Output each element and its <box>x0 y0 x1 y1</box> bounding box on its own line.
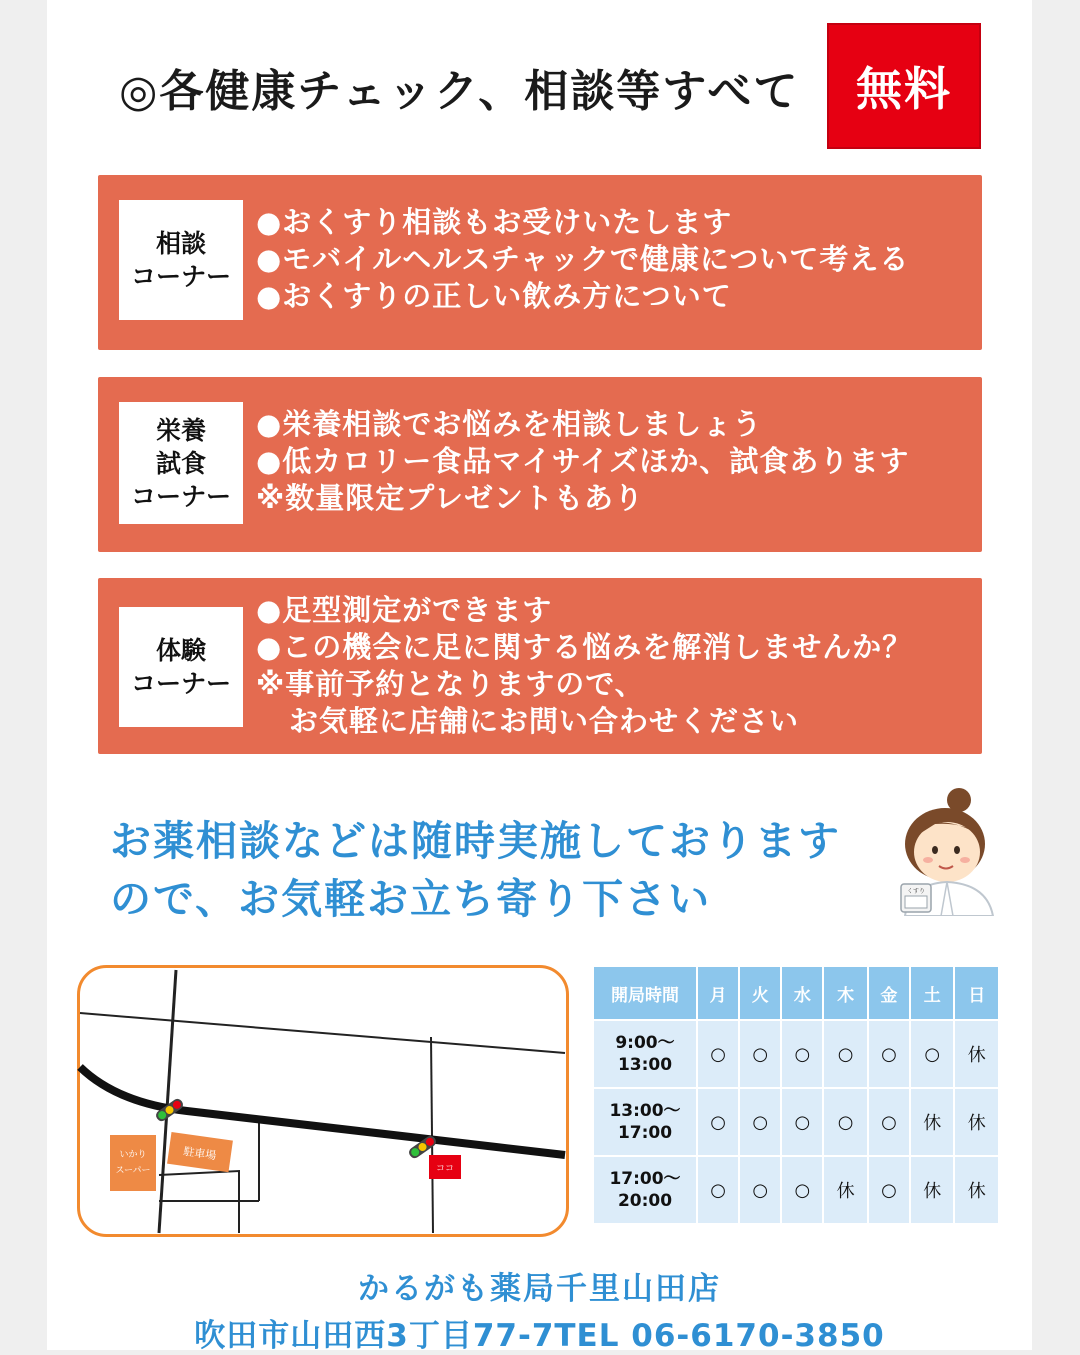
hours-mark: ○ <box>869 1021 909 1087</box>
hours-header-label: 開局時間 <box>594 967 696 1019</box>
store-name: かるがも薬局千里山田店 <box>358 1271 721 1307</box>
nutrition-lines <box>256 406 974 517</box>
hours-mark: ○ <box>698 1021 738 1087</box>
supermarket-label-2: スーパー <box>115 1166 151 1176</box>
experience-line: ●この機会に足に関する悩みを解消しませんか？ <box>256 630 913 664</box>
hours-mark: ○ <box>869 1157 909 1223</box>
hours-mark: 休 <box>911 1089 953 1155</box>
nutrition-label <box>119 402 243 524</box>
experience-panel <box>98 578 982 754</box>
store-location-label: ココ <box>435 1164 455 1174</box>
hours-mark: ○ <box>869 1089 909 1155</box>
nutrition-label-line-1: 栄養 <box>155 415 206 445</box>
hours-mark: 休 <box>824 1157 866 1223</box>
hours-mark: ○ <box>911 1021 953 1087</box>
flyer-page <box>47 0 1032 1354</box>
hours-mark: ○ <box>782 1021 822 1087</box>
hours-mark: 休 <box>955 1021 998 1087</box>
experience-line: ※事前予約となりますので、 <box>256 667 645 701</box>
experience-line: ●足型測定ができます <box>256 593 553 627</box>
free-badge: 無料 <box>827 23 981 149</box>
hours-header-wed: 水 <box>782 967 822 1019</box>
consultation-line: ●おくすりの正しい飲み方について <box>256 279 732 313</box>
hours-header-sun: 日 <box>955 967 998 1019</box>
hours-mark: ○ <box>740 1021 780 1087</box>
hours-mark: ○ <box>824 1021 866 1087</box>
supermarket-block <box>110 1135 156 1191</box>
consultation-panel <box>98 175 982 350</box>
pharmacist-illustration <box>895 786 1005 916</box>
hours-mark: 休 <box>911 1157 953 1223</box>
notice-line-1: お薬相談などは随時実施しております <box>110 817 841 865</box>
consultation-label-line-2: コーナー <box>130 262 231 291</box>
hours-header-tue: 火 <box>740 967 780 1019</box>
supermarket-label-1: いかり <box>119 1150 147 1160</box>
nutrition-line: ●栄養相談でお悩みを相談しましょう <box>256 407 763 441</box>
hours-mark: ○ <box>698 1157 738 1223</box>
consultation-label-line-1: 相談 <box>155 229 206 258</box>
hours-mark: 休 <box>955 1157 998 1223</box>
store-map <box>77 965 569 1237</box>
hours-mark: ○ <box>740 1089 780 1155</box>
experience-lines <box>256 592 974 740</box>
notice-line-2: ので、お気軽お立ち寄り下さい <box>110 875 712 923</box>
consultation-notice <box>110 812 841 928</box>
hours-row <box>594 1157 998 1223</box>
hours-row <box>594 1089 998 1155</box>
hours-mark: ○ <box>824 1089 866 1155</box>
nutrition-panel <box>98 377 982 552</box>
hours-header-row <box>594 967 998 1019</box>
nutrition-line: ●低カロリー食品マイサイズほか、試食あります <box>256 444 910 478</box>
hours-mark: ○ <box>782 1089 822 1155</box>
parking-label: 駐車場 <box>182 1144 218 1163</box>
hours-header-thu: 木 <box>824 967 866 1019</box>
headline: ◎各健康チェック、相談等すべて <box>119 66 800 117</box>
hours-mark: ○ <box>740 1157 780 1223</box>
experience-label-line-1: 体験 <box>155 636 206 665</box>
hours-time: 17:00～ 20:00 <box>594 1157 696 1223</box>
experience-line: お気軽に店舗にお問い合わせください <box>289 704 800 738</box>
hours-mark: 休 <box>955 1089 998 1155</box>
consultation-line: ●おくすり相談もお受けいたします <box>256 205 733 239</box>
store-address: 吹田市山田西3丁目77-7TEL 06-6170-3850 <box>194 1318 885 1354</box>
consultation-label <box>119 200 243 320</box>
pharmacist-card-text: くすり <box>906 888 926 895</box>
hours-row <box>594 1021 998 1087</box>
experience-label-line-2: コーナー <box>130 669 231 698</box>
hours-header-mon: 月 <box>698 967 738 1019</box>
experience-label <box>119 607 243 727</box>
hours-mark: ○ <box>782 1157 822 1223</box>
hours-header-fri: 金 <box>869 967 909 1019</box>
nutrition-label-line-2: 試食 <box>155 448 206 478</box>
opening-hours-table <box>592 965 1000 1225</box>
consultation-line: ●モバイルヘルスチャックで健康について考える <box>256 242 910 276</box>
hours-mark: ○ <box>698 1089 738 1155</box>
consultation-lines <box>256 204 974 315</box>
nutrition-line: ※数量限定プレゼントもあり <box>256 481 645 515</box>
hours-header-sat: 土 <box>911 967 953 1019</box>
nutrition-label-line-3: コーナー <box>130 481 231 511</box>
hours-time: 9:00～ 13:00 <box>594 1021 696 1087</box>
hours-time: 13:00～ 17:00 <box>594 1089 696 1155</box>
